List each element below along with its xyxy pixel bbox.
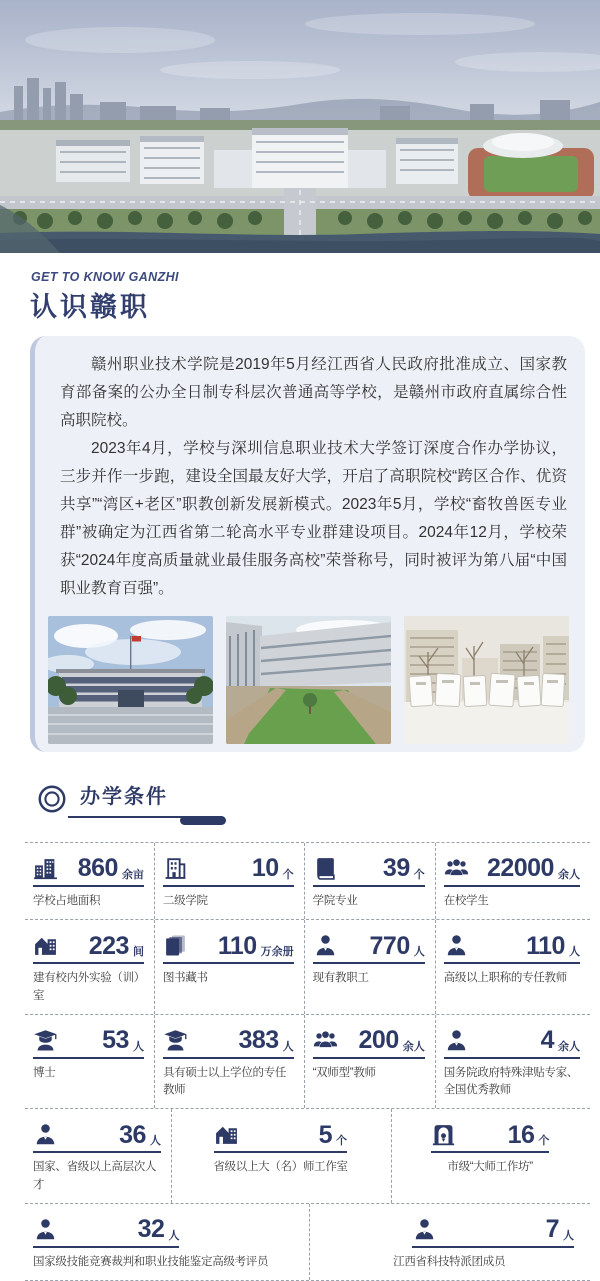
stat-figure [313, 933, 425, 964]
studio-building-icon [214, 1122, 239, 1147]
section-header [36, 776, 600, 822]
campus-photo-winter-sculpture [404, 616, 569, 744]
stat-value: 4 [540, 1026, 554, 1054]
stat-number-group [119, 1120, 161, 1149]
stat-figure [33, 1217, 179, 1248]
stat-figure [444, 1028, 580, 1059]
stat-number-group [545, 1215, 574, 1243]
intro-card [30, 336, 585, 752]
stat-cell [310, 1204, 590, 1280]
stat-label: 国务院政府特殊津贴专家、全国优秀教师 [443, 1066, 579, 1096]
library-books-icon [163, 933, 188, 958]
staff-person-icon [313, 933, 338, 958]
stat-unit: 个 [538, 1135, 550, 1148]
stat-unit: 余人 [557, 1040, 580, 1053]
stat-unit: 人 [282, 1040, 294, 1053]
stat-label: 国家级技能竞赛裁判和职业技能鉴定高级考评员 [33, 1255, 269, 1268]
stat-label: 省级以上大（名）师工作室 [213, 1161, 348, 1174]
stat-cell [155, 1015, 305, 1109]
stat-figure [33, 856, 144, 887]
stat-value: 200 [358, 1026, 399, 1054]
stat-figure [33, 1028, 144, 1059]
stat-value: 10 [251, 854, 279, 883]
stat-figure [163, 856, 294, 887]
stats-row [25, 920, 590, 1015]
stat-value: 39 [382, 854, 410, 883]
page-title: 认识赣职 [30, 292, 150, 322]
stat-figure [431, 1122, 550, 1153]
stat-unit: 间 [132, 946, 144, 959]
college-building-icon [163, 856, 188, 881]
senior-teacher-icon [444, 933, 469, 958]
stat-number-group [318, 1120, 347, 1149]
stats-row [25, 1204, 590, 1281]
stat-number-group [102, 1026, 144, 1054]
stat-number-group [251, 854, 294, 883]
stat-cell [25, 843, 155, 919]
stat-figure [412, 1217, 574, 1248]
stat-value: 5 [318, 1120, 332, 1149]
stat-figure [163, 1028, 294, 1059]
stat-number-group [526, 931, 580, 960]
expert-person-icon [444, 1028, 469, 1053]
stat-cell [305, 920, 436, 1014]
campus-aerial-photo [0, 0, 600, 253]
stat-figure [313, 1028, 425, 1059]
majors-book-icon [313, 856, 338, 881]
stat-unit: 个 [413, 868, 425, 881]
stat-unit: 人 [149, 1135, 161, 1148]
stat-cell [436, 1015, 590, 1109]
campus-photo-courtyard [226, 616, 391, 744]
campus-photo-admin-building [48, 616, 213, 744]
stat-unit: 个 [282, 868, 294, 881]
stat-unit: 余人 [402, 1040, 425, 1053]
stat-figure [214, 1122, 347, 1153]
stat-label: “双师型”教师 [312, 1066, 376, 1079]
lab-building-icon [33, 933, 58, 958]
stat-value: 7 [545, 1215, 559, 1243]
stat-label: 现有教职工 [312, 972, 369, 985]
stat-number-group [137, 1215, 180, 1243]
target-rings-icon [36, 783, 68, 815]
stat-cell [305, 843, 436, 919]
stat-value: 16 [507, 1120, 535, 1149]
stat-figure [444, 856, 580, 887]
stat-value: 110 [217, 931, 257, 960]
stat-label: 二级学院 [162, 895, 208, 907]
stat-label: 国家、省级以上高层次人才 [33, 1161, 157, 1191]
section-title-rule [68, 780, 202, 818]
stat-cell [25, 920, 155, 1014]
stat-cell [155, 843, 305, 919]
stat-unit: 人 [413, 946, 425, 959]
stat-value: 770 [369, 931, 410, 960]
students-group-icon [444, 856, 469, 881]
stat-cell [392, 1109, 590, 1203]
stats-grid [25, 842, 590, 1281]
stat-figure [444, 933, 580, 964]
eyebrow-text: GET TO KNOW GANZHI [31, 270, 179, 284]
stat-cell [172, 1109, 392, 1203]
stat-label: 市级“大师工作坊” [447, 1161, 533, 1174]
stat-unit: 余人 [557, 868, 580, 881]
stat-label: 图书藏书 [162, 972, 208, 985]
stat-number-group [358, 1026, 425, 1054]
stat-number-group [540, 1026, 580, 1054]
stats-row [25, 1109, 590, 1204]
stat-label: 高级以上职称的专任教师 [443, 972, 567, 985]
stat-unit: 万余册 [260, 946, 294, 959]
stat-value: 22000 [486, 854, 554, 883]
doctor-graduate-icon [33, 1028, 58, 1053]
stat-label: 在校学生 [443, 895, 489, 907]
stat-number-group [507, 1120, 550, 1149]
stat-value: 36 [119, 1120, 146, 1149]
judge-person-icon [33, 1217, 58, 1242]
stat-unit: 个 [336, 1135, 347, 1148]
stat-number-group [238, 1026, 294, 1054]
stat-value: 383 [238, 1026, 279, 1054]
intro-paragraph: 赣州职业技术学院是2019年5月经江西省人民政府批准成立、国家教育部备案的公办全日制专科层次普通高等学校，是赣州市政府直属综合性高职院校。 [60, 356, 567, 429]
stats-row [25, 1015, 590, 1110]
stat-cell [436, 920, 590, 1014]
stat-number-group [486, 854, 580, 883]
campus-buildings-icon [33, 856, 58, 881]
stat-figure [313, 856, 425, 887]
stat-label: 江西省科技特派团成员 [393, 1255, 506, 1268]
stat-unit: 人 [132, 1040, 144, 1053]
stat-label: 建有校内外实验（训）室 [33, 972, 140, 1002]
stat-label: 具有硕士以上学位的专任教师 [162, 1066, 287, 1096]
stat-unit: 人 [562, 1229, 574, 1242]
stat-cell [155, 920, 305, 1014]
campus-photos-row [48, 616, 569, 744]
stat-cell [305, 1015, 436, 1109]
stat-number-group [382, 854, 425, 883]
stat-value: 110 [526, 931, 565, 960]
section-title: 办学条件 [80, 786, 168, 808]
stats-row [25, 843, 590, 920]
stat-cell [25, 1015, 155, 1109]
dual-teachers-icon [313, 1028, 338, 1053]
stat-number-group [77, 854, 144, 883]
stat-unit: 人 [168, 1229, 180, 1242]
stat-unit: 人 [568, 946, 580, 959]
master-graduate-icon [163, 1028, 188, 1053]
stat-number-group [369, 931, 425, 960]
stat-unit: 余亩 [121, 868, 144, 881]
stat-number-group [217, 931, 294, 960]
talent-person-icon [33, 1122, 58, 1147]
member-person-icon [412, 1217, 437, 1242]
stat-label: 学校占地面积 [33, 895, 101, 907]
stat-figure [33, 933, 144, 964]
stat-figure [33, 1122, 161, 1153]
intro-paragraph: 2023年4月，学校与深圳信息职业技术大学签订深度合作办学协议，三步并作一步跑，建设全国最友好大学，开启了高职院校“跨区合作、优资共享”“湾区+老区”职教创新发展新模式。2023年5月，学校“畜牧兽医专业群”被确定为江西省第二轮高水平专业群建设项目。2024年12月，学校荣获“2024年度高质量就业最佳服务高校”荣誉称号，同时被评为第八届“中国职业教育百强”。 [60, 440, 567, 597]
stat-value: 32 [137, 1215, 165, 1243]
stat-value: 860 [77, 854, 118, 883]
stat-value: 53 [102, 1026, 129, 1054]
workshop-award-icon [431, 1122, 456, 1147]
stat-label: 博士 [33, 1066, 56, 1079]
stat-cell [25, 1109, 172, 1203]
stat-cell [25, 1204, 310, 1280]
stat-number-group [88, 931, 144, 960]
stat-cell [436, 843, 590, 919]
stat-label: 学院专业 [312, 895, 358, 907]
stat-value: 223 [88, 931, 129, 960]
stat-figure [163, 933, 294, 964]
